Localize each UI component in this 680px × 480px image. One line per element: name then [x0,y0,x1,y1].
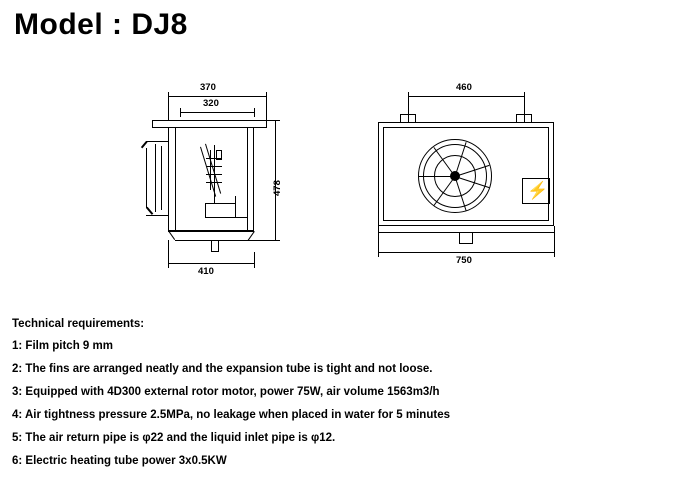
housing-left [146,148,147,208]
fan-guard-ring-mid [434,155,476,197]
coil-tick-4 [206,182,222,183]
dim-tick-750-left [378,248,379,257]
ext-line-478-bottom [237,240,276,241]
dim-tick-750-right [554,248,555,257]
housing-bottom [146,215,169,216]
drain-pan-top [168,231,254,232]
tech-item-2: 2: The fins are arranged neatly and the expansion tube is tight and not loose. [12,363,433,375]
housing-inner-line-2 [161,146,162,210]
dim-label-320: 320 [203,98,219,109]
body-inner-line-left [175,127,176,231]
housing-top [146,141,169,142]
ext-line-478-top [254,120,276,121]
pipe-horizontal-lower [205,203,235,204]
dim-line-320 [180,112,254,113]
tech-item-3: 3: Equipped with 4D300 external rotor motor, power 75W, air volume 1563m3/h [12,386,440,398]
housing-inner-line [155,144,156,212]
coil-box-detail [216,150,222,160]
top-plate-line [152,120,266,121]
dim-label-410: 410 [198,266,214,277]
dim-line-750 [378,252,554,253]
dim-label-750: 750 [456,255,472,266]
pipe-drop-right [235,196,236,217]
ext-line-right-370 [266,100,267,120]
coil-tick-3 [206,174,222,175]
dim-label-460: 460 [456,82,472,93]
drain-pan-bottom [175,240,237,241]
dim-line-410 [168,263,254,264]
pipe-bottom-run [205,217,247,218]
body-inner-line-right [247,127,248,231]
ext-line-left-370 [168,100,169,120]
dim-line-460 [408,96,524,97]
top-plate-left-edge [152,120,153,128]
top-plate-right-edge [266,120,267,128]
tech-heading: Technical requirements: [12,318,145,330]
coil-tick-2 [206,166,222,167]
drain-outlet [211,240,219,252]
page-title: Model : DJ8 [14,8,188,41]
dim-tick-320-left [180,108,181,117]
dim-tick-410-right [254,259,255,268]
tech-item-1: 1: Film pitch 9 mm [12,340,113,352]
dim-line-370 [168,96,266,97]
technical-requirements [12,318,652,478]
dim-label-370: 370 [200,82,216,93]
electrical-hazard-icon: ⚡ [527,181,549,200]
housing-corner-bl [146,207,153,215]
tech-item-5: 5: The air return pipe is φ22 and the liquid inlet pipe is φ12. [12,432,336,444]
base-drain-stub [459,232,473,244]
dim-label-478: 478 [272,180,283,196]
dim-tick-410-left [168,259,169,268]
tech-item-4: 4: Air tightness pressure 2.5MPa, no leakage when placed in water for 5 minutes [12,409,450,421]
dim-tick-320-right [254,108,255,117]
tech-item-6: 6: Electric heating tube power 3x0.5KW [12,455,227,467]
pipe-drop-left [205,203,206,217]
